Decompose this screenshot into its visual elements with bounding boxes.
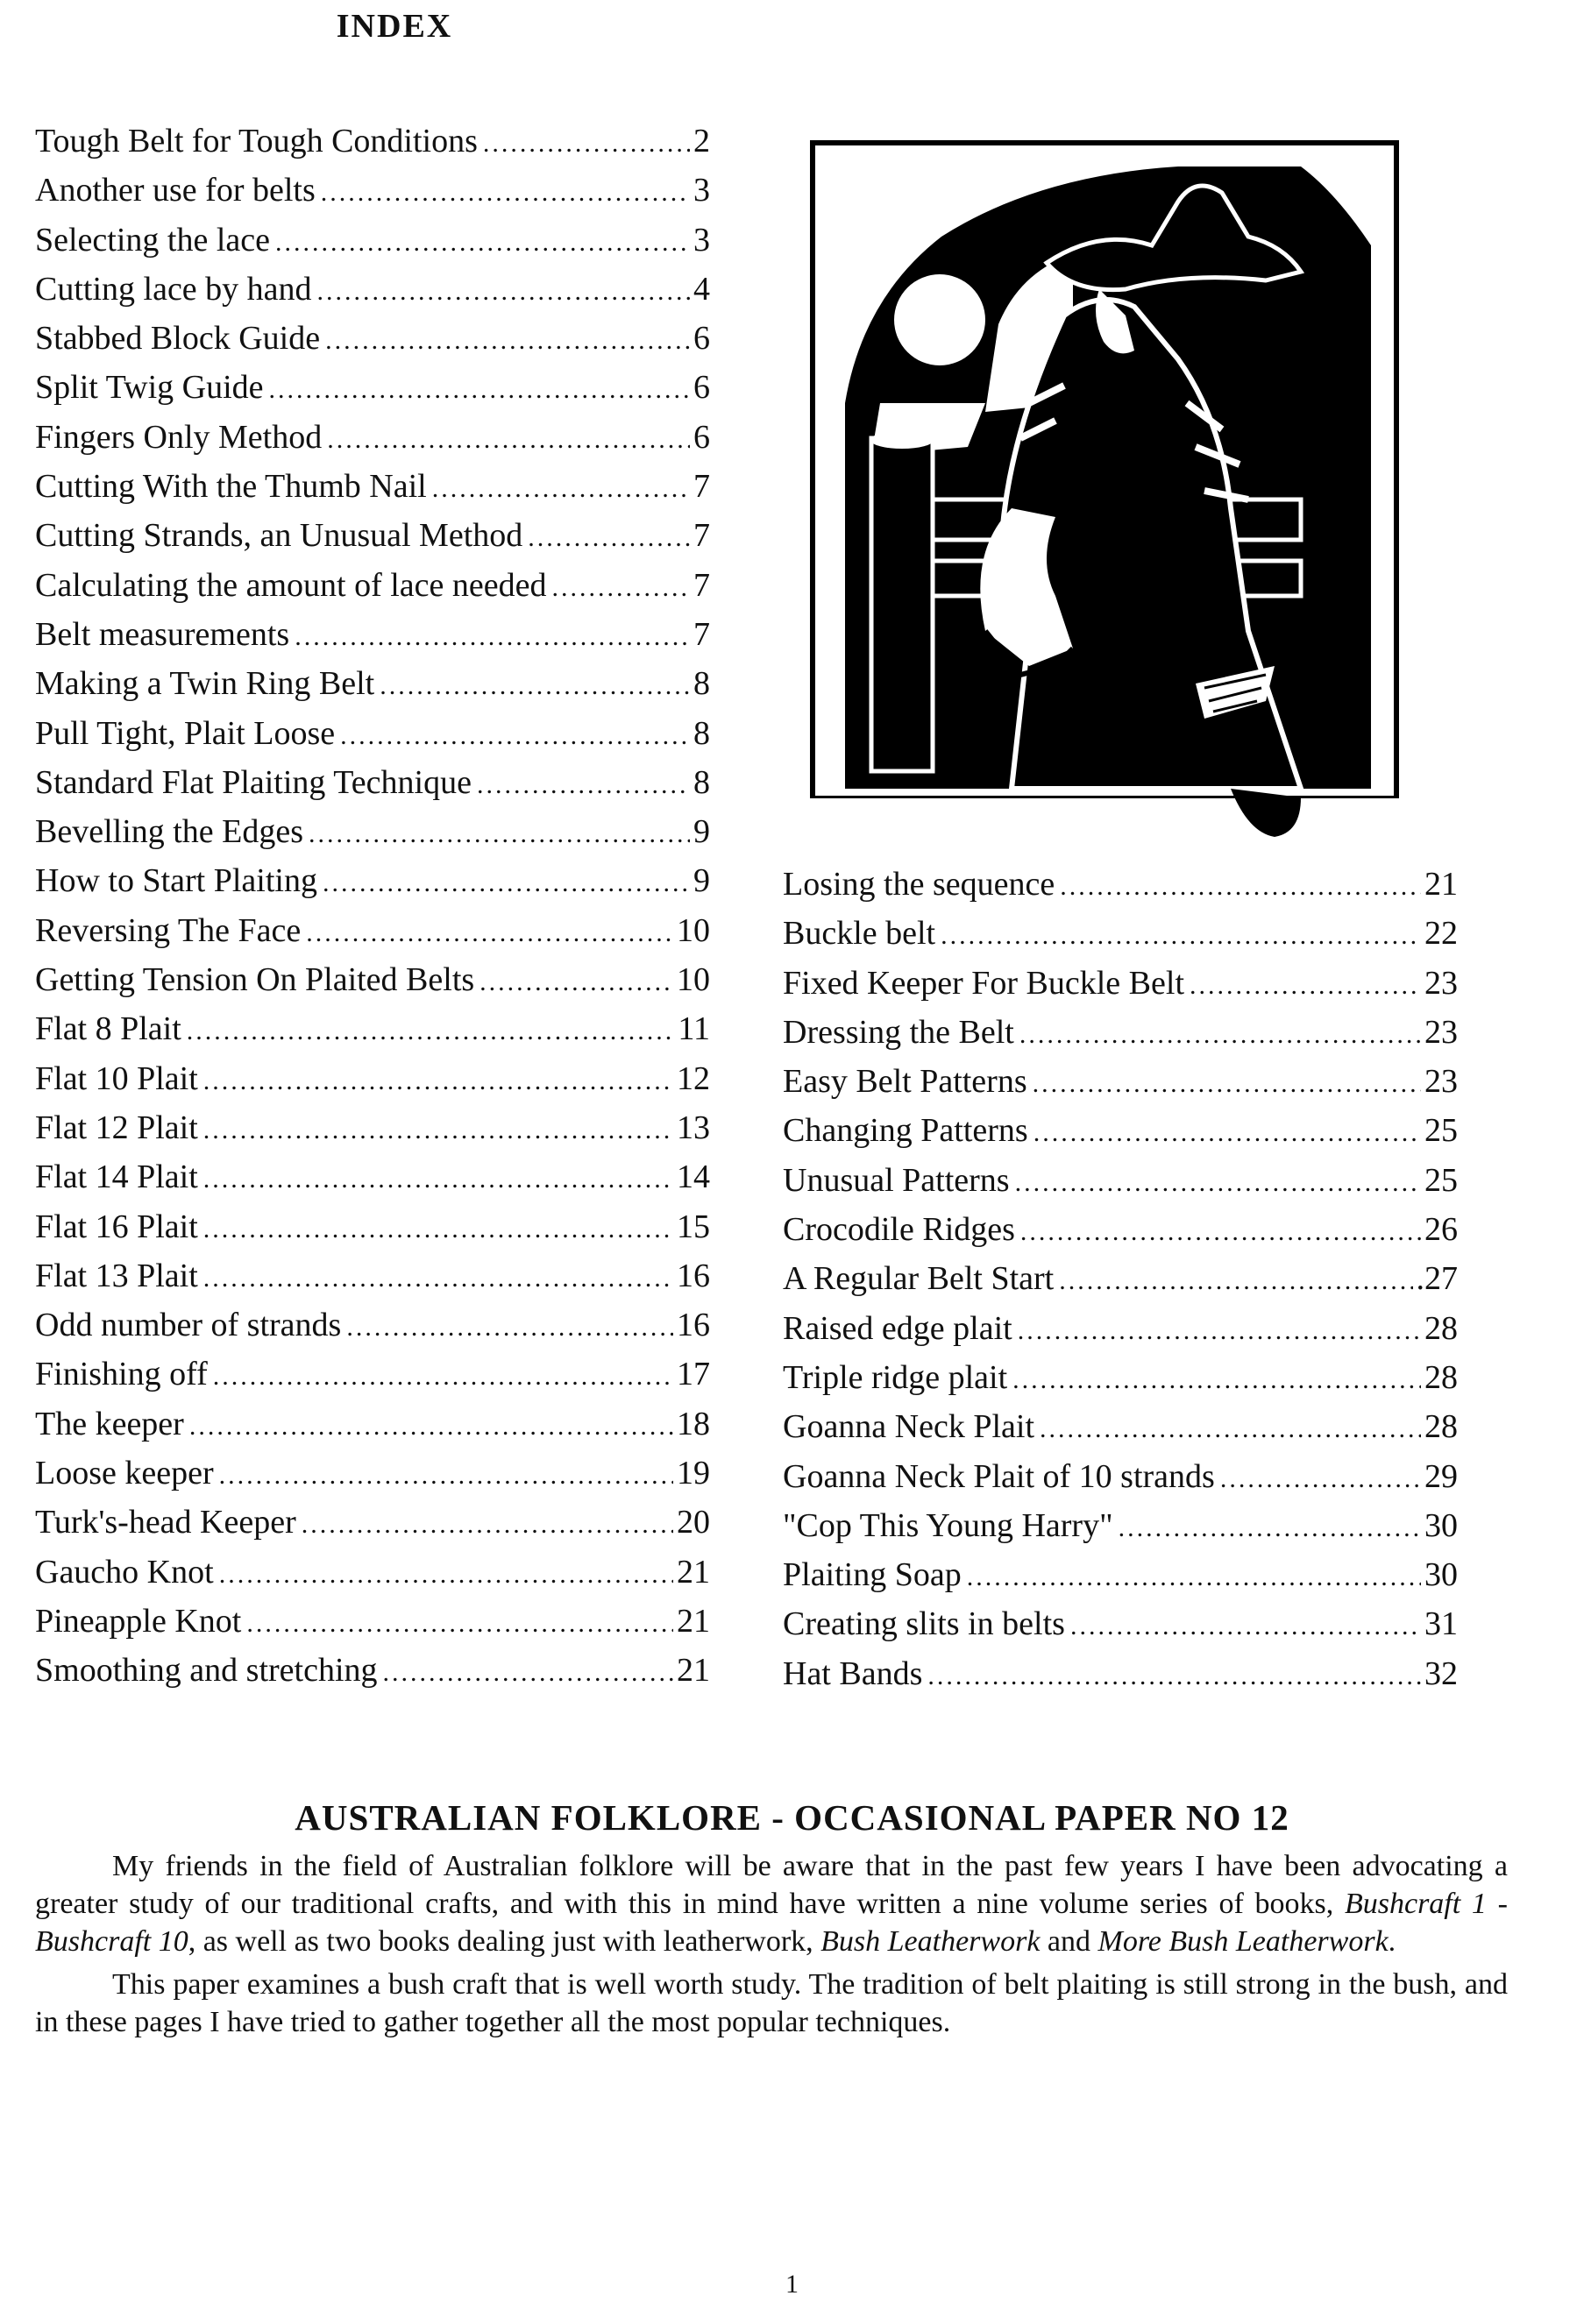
dot-leader [1012,1356,1421,1405]
index-entry-label: Pineapple Knot [35,1602,242,1640]
index-entry-label: Creating slits in belts [783,1605,1065,1643]
index-entry [35,561,710,610]
index-entry [783,1205,1458,1254]
index-entry [783,1501,1458,1550]
index-entry-label: Changing Patterns [783,1112,1028,1150]
index-entry [783,1599,1458,1648]
index-entry [35,659,710,708]
dot-leader [1020,1208,1421,1257]
dot-leader [1190,961,1421,1010]
index-entry-page: 9 [693,813,710,851]
index-entry-page: .27 [1416,1260,1458,1298]
index-entry [35,1004,710,1053]
dot-leader [1070,1602,1421,1651]
dot-leader [1034,1109,1421,1158]
index-entry [783,1402,1458,1451]
dot-leader [203,1057,673,1106]
dot-leader [967,1553,1421,1602]
index-entry-label: Flat 8 Plait [35,1010,181,1048]
index-entry-page: 3 [693,221,710,259]
index-entry-page: 7 [693,566,710,604]
index-entry-page: 28 [1424,1309,1458,1347]
essay-paragraph-1 [35,1847,1508,1960]
index-entry-page: 6 [693,418,710,456]
dot-leader [1019,1010,1421,1059]
index-entry-page: 18 [677,1405,710,1442]
index-right-column [783,860,1458,1698]
index-entry [783,1649,1458,1698]
dot-leader [479,958,673,1007]
essay-text: My friends in the field of Australian folklore will be aware that in the past few years I have been advocating a greater study of our traditional crafts, and with this in mind have written a nine volume series of books, [35,1850,1508,1920]
index-entry-page: 23 [1424,1013,1458,1051]
index-entry [35,709,710,758]
essay-body [35,1847,1508,2046]
dot-leader [1018,1307,1421,1356]
index-entry-label: Fixed Keeper For Buckle Belt [783,964,1185,1002]
index-entry-page: 8 [693,665,710,703]
index-entry-label: Standard Flat Plaiting Technique [35,763,472,801]
book-title: More Bush Leatherwork [1097,1925,1389,1958]
index-entry [35,1300,710,1350]
dot-leader [306,909,673,958]
book-title: Bush Leatherwork [820,1925,1041,1958]
index-entry-label: Hat Bands [783,1654,923,1692]
dot-leader [213,1352,673,1401]
index-entry-page: 16 [677,1307,710,1344]
index-entry-page: 14 [677,1158,710,1196]
index-entry [35,1152,710,1201]
index-entry [35,413,710,462]
index-entry [35,1103,710,1152]
index-entry-page: 31 [1424,1605,1458,1643]
dot-leader [927,1652,1421,1701]
dot-leader [1119,1504,1421,1553]
index-entry-page: 30 [1424,1556,1458,1594]
index-entry-page: 7 [693,517,710,555]
index-entry-page: 21 [677,1602,710,1640]
index-entry-page: 25 [1424,1161,1458,1199]
index-entry [35,1498,710,1547]
index-entry [783,959,1458,1008]
dot-leader [295,613,690,662]
index-entry-label: Losing the sequence [783,866,1055,903]
dot-leader [483,119,690,168]
index-entry-label: Making a Twin Ring Belt [35,665,375,703]
index-entry [35,1597,710,1646]
dot-leader [380,662,690,711]
index-entry [35,1548,710,1597]
index-entry-page: 8 [693,763,710,801]
index-entry [35,314,710,363]
index-entry [35,1251,710,1300]
index-entry-label: A Regular Belt Start [783,1260,1055,1298]
index-entry-label: Fingers Only Method [35,418,323,456]
essay-text: . [1388,1925,1396,1958]
index-entry-label: Pull Tight, Plait Loose [35,714,336,752]
index-entry-page: 22 [1424,915,1458,953]
index-entry-page: 2 [693,123,710,159]
book-title: Bushcraft 1 - Bushcraft 10 [35,1888,1508,1958]
index-entry-label: Belt measurements [35,615,290,653]
index-entry-page: 10 [677,961,710,999]
index-entry-page: 26 [1424,1211,1458,1249]
index-entry-label: Flat 13 Plait [35,1257,198,1294]
index-entry-label: Goanna Neck Plait [783,1408,1035,1446]
index-entry-page: 8 [693,714,710,752]
index-entry-page: 23 [1424,1063,1458,1101]
index-entry-page: 20 [677,1504,710,1541]
index-entry-label: Buckle belt [783,915,936,953]
index-entry-label: Smoothing and stretching [35,1652,378,1690]
dot-leader [346,1303,673,1352]
section-heading: AUSTRALIAN FOLKLORE - OCCASIONAL PAPER NO 12 [295,1797,1289,1838]
index-entry-page: 21 [677,1553,710,1591]
index-entry-page: 7 [693,468,710,506]
dot-leader [1059,1257,1412,1306]
essay-text: , as well as two books dealing just with leatherwork, [188,1925,821,1958]
dot-leader [219,1451,673,1500]
dot-leader [1040,1405,1421,1454]
index-entry [783,860,1458,909]
index-entry [35,265,710,314]
index-entry-label: Easy Belt Patterns [783,1063,1027,1101]
index-entry-page: 21 [677,1652,710,1690]
essay-paragraph-2: This paper examines a bush craft that is well worth study. The tradition of belt plaiting is still strong in the bush, and in these pages I have tried to gather together all the most popular techniques. [35,1968,1508,2038]
index-entry-label: Split Twig Guide [35,369,264,407]
dot-leader [203,1254,673,1303]
index-entry-label: Triple ridge plait [783,1358,1008,1396]
index-entry-page: 28 [1424,1408,1458,1446]
index-entry-label: Goanna Neck Plait of 10 strands [783,1457,1215,1495]
index-entry [35,758,710,807]
index-entry-page: 17 [677,1356,710,1393]
index-entry-page: 16 [677,1257,710,1294]
index-entry-label: Turk's-head Keeper [35,1504,296,1541]
index-entry [35,1646,710,1695]
index-entry-page: 11 [678,1010,710,1048]
index-entry-label: Flat 10 Plait [35,1059,198,1097]
index-entry [783,1550,1458,1599]
index-entry [35,1449,710,1498]
index-entry-label: Getting Tension On Plaited Belts [35,961,475,999]
dot-leader [203,1106,673,1155]
page-title: INDEX [336,8,453,45]
index-entry-label: Stabbed Block Guide [35,320,321,358]
index-entry-page: 19 [677,1455,710,1492]
index-entry [783,1353,1458,1402]
dot-leader [941,911,1421,960]
index-entry-label: Another use for belts [35,172,316,209]
dot-leader [528,514,690,563]
index-entry-label: Loose keeper [35,1455,214,1492]
essay-text: and [1040,1925,1098,1958]
dot-leader [340,712,690,761]
dot-leader [275,218,690,267]
index-entry-label: Calculating the amount of lace needed [35,566,547,604]
index-entry [35,1202,710,1251]
dot-leader [432,464,690,514]
index-entry-label: Cutting Strands, an Unusual Method [35,517,523,555]
index-entry-label: Dressing the Belt [783,1013,1014,1051]
dot-leader [246,1599,673,1648]
index-entry [783,1304,1458,1353]
index-entry-label: Tough Belt for Tough Conditions [35,123,478,159]
index-entry-label: How to Start Plaiting [35,862,317,900]
dot-leader [219,1550,673,1599]
index-entry-page: 28 [1424,1358,1458,1396]
index-entry [35,511,710,560]
index-entry-label: "Cop This Young Harry" [783,1506,1113,1544]
dot-leader [321,168,690,217]
index-entry [35,856,710,905]
index-entry-label: The keeper [35,1405,184,1442]
dot-leader [383,1648,673,1697]
index-entry [783,1452,1458,1501]
index-entry-label: Cutting With the Thumb Nail [35,468,427,506]
index-entry-page: 6 [693,369,710,407]
index-entry [783,1106,1458,1155]
index-entry-page: 29 [1424,1457,1458,1495]
dot-leader [1033,1059,1421,1109]
index-entry [783,1156,1458,1205]
dot-leader [552,563,691,613]
page-number: 1 [785,2270,799,2299]
index-entry-label: Raised edge plait [783,1309,1012,1347]
index-entry [783,1254,1458,1303]
index-entry-label: Cutting lace by hand [35,270,312,308]
index-entry-label: Reversing The Face [35,911,302,949]
index-entry-page: 9 [693,862,710,900]
index-entry-label: Plaiting Soap [783,1556,962,1594]
index-entry [35,906,710,955]
index-entry [35,166,710,215]
index-entry [35,363,710,412]
index-entry-label: Flat 16 Plait [35,1208,198,1245]
dot-leader [203,1155,673,1204]
dot-leader [309,810,690,859]
index-entry-page: 3 [693,172,710,209]
dot-leader [269,365,690,414]
index-entry [783,909,1458,958]
index-entry-label: Flat 14 Plait [35,1158,198,1196]
index-entry-label: Bevelling the Edges [35,813,304,851]
index-entry-page: 32 [1424,1654,1458,1692]
index-entry-label: Unusual Patterns [783,1161,1010,1199]
index-entry-page: 25 [1424,1112,1458,1150]
index-left-column [35,117,710,1696]
index-entry-page: 30 [1424,1506,1458,1544]
index-entry-page: 7 [693,615,710,653]
index-entry [35,117,710,166]
index-entry-label: Gaucho Knot [35,1553,214,1591]
index-entry [35,462,710,511]
index-entry-label: Crocodile Ridges [783,1211,1015,1249]
index-entry [783,1057,1458,1106]
dot-leader [327,415,690,464]
index-entry [35,1399,710,1449]
index-entry-page: 6 [693,320,710,358]
index-entry [35,955,710,1004]
index-entry-label: Finishing off [35,1356,208,1393]
dot-leader [477,761,690,810]
index-entry [35,216,710,265]
index-entry-page: 21 [1424,866,1458,903]
index-entry [783,1008,1458,1057]
index-entry-label: Flat 12 Plait [35,1109,198,1146]
dot-leader [1060,862,1421,911]
index-entry-page: 13 [677,1109,710,1146]
dot-leader [1015,1158,1421,1208]
index-entry-page: 10 [677,911,710,949]
index-entry [35,610,710,659]
index-entry-label: Selecting the lace [35,221,270,259]
dot-leader [189,1402,673,1451]
dot-leader [317,267,690,316]
index-entry-label: Odd number of strands [35,1307,342,1344]
dot-leader [187,1007,675,1056]
index-entry-page: 15 [677,1208,710,1245]
dot-leader [302,1500,673,1549]
dot-leader [323,859,690,908]
dot-leader [325,316,690,365]
stockman-woodcut-illustration [810,140,1399,841]
dot-leader [203,1205,673,1254]
index-entry-page: 12 [677,1059,710,1097]
index-entry [35,807,710,856]
index-entry [35,1054,710,1103]
index-entry [35,1350,710,1399]
dot-leader [1220,1455,1421,1504]
index-entry-page: 23 [1424,964,1458,1002]
index-entry-page: 4 [693,270,710,308]
